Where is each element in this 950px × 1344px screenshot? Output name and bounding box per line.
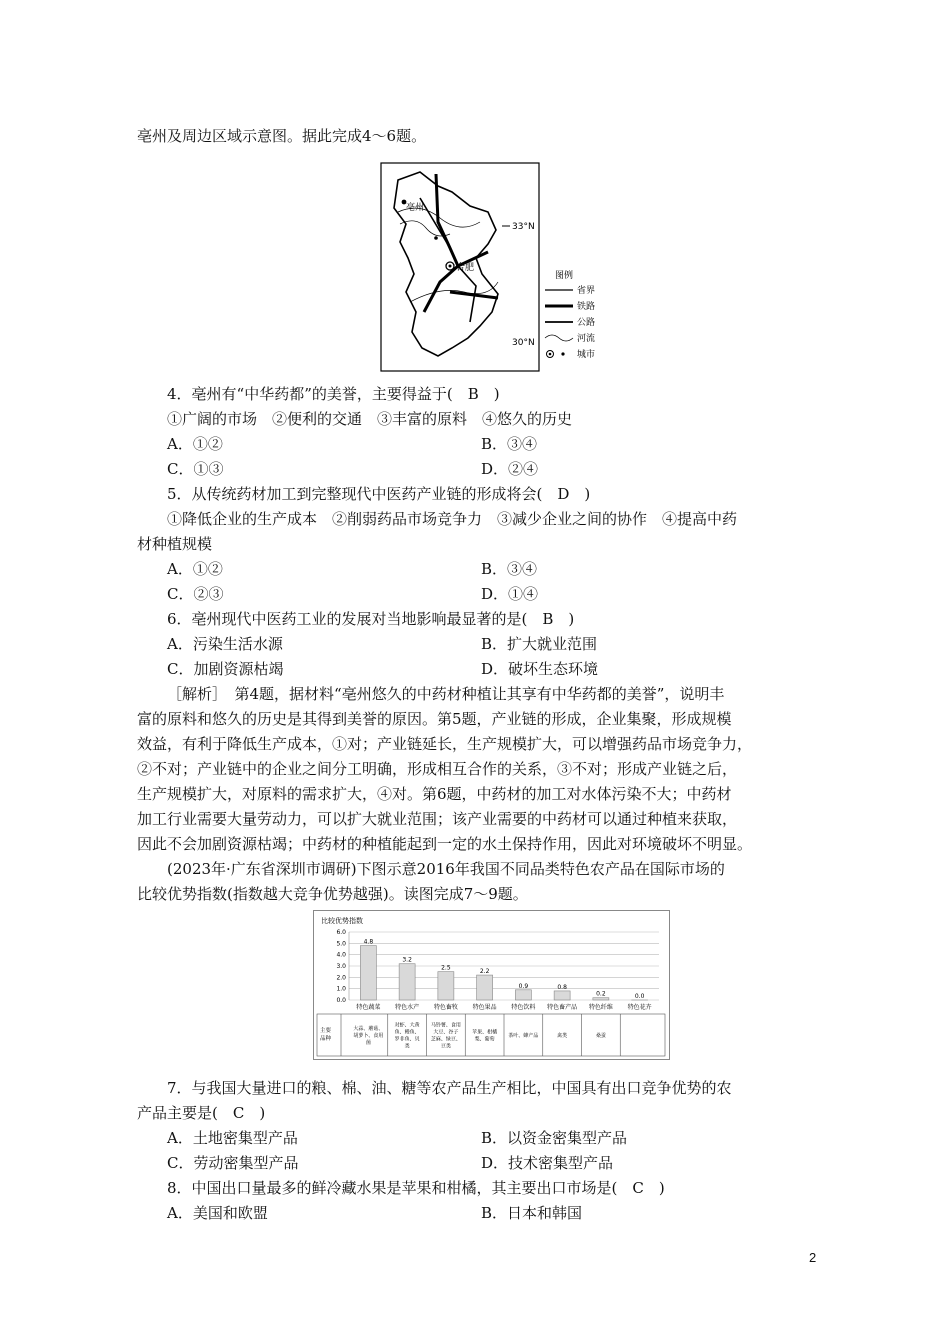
x-category-label: 特色纤维: [588, 1004, 613, 1011]
table-cell-text: 梨、葡萄: [474, 1036, 495, 1043]
q8-stem: 8．中国出口量最多的鲜冷藏水果是苹果和柑橘，其主要出口市场是( C ): [167, 1179, 665, 1197]
x-category-label: 特色水产: [395, 1004, 420, 1011]
x-category-label: 特色花卉: [627, 1004, 652, 1011]
bar: [515, 990, 531, 1000]
bar-value-label: 0.0: [634, 993, 645, 1000]
chart-title: 比较优势指数: [321, 917, 363, 925]
table-cell-text: 茶叶、蜂产品: [508, 1033, 539, 1039]
legend-highway-label: 公路: [577, 318, 596, 328]
y-tick-label: 2.0: [336, 974, 346, 982]
legend-boundary-label: 省界: [577, 286, 596, 296]
q5-items-line1: ①降低企业的生产成本 ②削弱药品市场竞争力 ③减少企业之间的协作 ④提高中药: [167, 510, 738, 528]
legend-town-dot: [561, 352, 564, 355]
q5-option-c: C．②③: [167, 585, 224, 603]
q6-option-d: D．破坏生态环境: [481, 660, 599, 678]
comparative-advantage-chart: [313, 910, 670, 1060]
legend-river-line: [545, 335, 573, 341]
lat-33-label: 33°N: [512, 222, 535, 232]
bar: [399, 964, 415, 1000]
bar: [438, 972, 454, 1000]
q7-option-c: C．劳动密集型产品: [167, 1154, 299, 1172]
q4-option-d: D．②④: [481, 460, 539, 478]
y-tick-label: 5.0: [336, 940, 346, 948]
table-cell-text: 罗非鱼、贝: [394, 1036, 420, 1043]
table-cell-text: 类: [404, 1043, 410, 1050]
table-cell-text: 豆类: [440, 1043, 451, 1050]
q5-option-a: A．①②: [167, 560, 223, 578]
q5-option-d: D．①④: [481, 585, 539, 603]
intro2-line-2: 比较优势指数(指数越大竞争优势越强)。读图完成7～9题。: [137, 885, 528, 903]
q5-items-line2: 材种植规模: [137, 535, 213, 553]
map-legend-svg: [541, 270, 611, 370]
bar: [554, 991, 570, 1000]
analysis-line-6: 加工行业需要大量劳动力，可以扩大就业范围；该产业需要的中药材可以通过种植来获取，: [137, 810, 738, 828]
analysis-line-5: 生产规模扩大，对原料的需求扩大，④对。第6题，中药材的加工对水体污染不大；中药材: [137, 785, 732, 803]
q7-option-a: A．土地密集型产品: [167, 1129, 298, 1147]
intro-text: 亳州及周边区域示意图。据此完成4～6题。: [137, 127, 427, 145]
table-cell-text: 胡萝卜、食用: [353, 1033, 384, 1039]
table-cell-text: 马铃薯、食用: [430, 1022, 461, 1029]
city-hefei-dot: [449, 265, 452, 268]
city-hefei-label: 合肥: [456, 263, 475, 273]
table-cell-text: 禽类: [557, 1033, 568, 1039]
q6-option-b: B．扩大就业范围: [481, 635, 598, 653]
bar: [477, 975, 493, 1000]
map-svg: [380, 162, 540, 372]
table-cell-text: 菌: [365, 1040, 371, 1046]
bar-value-label: 0.9: [518, 982, 529, 990]
legend-city-center: [549, 353, 552, 356]
legend-title-text: 图例: [555, 271, 574, 281]
table-cell-text: 苹果、柑橘: [472, 1029, 498, 1036]
legend-river-label: 河流: [577, 334, 596, 344]
table-cell-text: 大豆、谷子: [433, 1029, 459, 1036]
analysis-line-4: ②不对；产业链中的企业之间分工明确，形成相互合作的关系，③不对；形成产业链之后，: [137, 760, 738, 778]
bar-value-label: 4.8: [363, 938, 374, 946]
intro2-line-1: (2023年·广东省深圳市调研)下图示意2016年我国不同品类特色农产品在国际市场的: [167, 860, 725, 878]
table-header-label: 主要: [320, 1028, 332, 1034]
y-tick-label: 3.0: [336, 963, 346, 970]
q7-stem-line2: 产品主要是( C ): [137, 1104, 266, 1122]
lat-30-label: 30°N: [512, 338, 535, 348]
chart-svg: [313, 910, 670, 1060]
bar-value-label: 3.2: [402, 956, 412, 964]
table-cell-text: 桑蚕: [595, 1033, 606, 1039]
q6-option-c: C．加剧资源枯竭: [167, 660, 284, 678]
table-cell-text: 芝麻、绿豆、: [430, 1036, 461, 1043]
page-number: 2: [809, 1250, 817, 1265]
bar-value-label: 2.5: [441, 964, 451, 972]
q7-option-d: D．技术密集型产品: [481, 1154, 614, 1172]
q4-option-a: A．①②: [167, 435, 223, 453]
table-cell-text: 对虾、大黄: [394, 1022, 420, 1029]
q4-option-b: B．③④: [481, 435, 538, 453]
table-cell-text: 鱼、鳗鱼、: [394, 1029, 420, 1036]
q6-stem: 6．亳州现代中医药工业的发展对当地影响最显著的是( B ): [167, 610, 575, 628]
analysis-line-3: 效益，有利于降低生产成本，①对；产业链延长，生产规模扩大，可以增强药品市场竞争力，: [137, 735, 753, 753]
bar-value-label: 2.2: [479, 968, 490, 976]
q7-option-b: B．以资金密集型产品: [481, 1129, 628, 1147]
bar: [593, 998, 609, 1000]
q7-stem-line1: 7．与我国大量进口的粮、棉、油、糖等农产品生产相比，中国具有出口竞争优势的农: [167, 1079, 732, 1097]
y-tick-label: 1.0: [336, 985, 346, 993]
analysis-line-7: 因此不会加剧资源枯竭；中药材的种植能起到一定的水土保持作用，因此对环境破坏不明显。: [137, 835, 753, 853]
q5-option-b: B．③④: [481, 560, 538, 578]
analysis-line-2: 富的原料和悠久的历史是其得到美誉的原因。第5题，产业链的形成，企业集聚，形成规模: [137, 710, 732, 728]
analysis-line-1: ［解析］ 第4题，据材料“亳州悠久的中药材种植让其享有中华药都的美誉”，说明丰: [167, 685, 725, 703]
city-dot: [434, 236, 438, 240]
q5-stem: 5．从传统药材加工到完整现代中医药产业链的形成将会( D ): [167, 485, 591, 503]
y-tick-label: 6.0: [336, 929, 346, 936]
x-category-label: 特色果品: [472, 1004, 497, 1011]
y-tick-label: 0.0: [336, 997, 346, 1004]
bozhou-region-map: [380, 162, 540, 372]
bar: [360, 946, 376, 1000]
q4-option-c: C．①③: [167, 460, 224, 478]
city-bozhou-label: 亳州: [406, 203, 425, 213]
legend-railway-label: 铁路: [577, 302, 596, 312]
table-cell-text: 大蒜、蘑菇、: [353, 1026, 384, 1032]
x-category-label: 特色畜牧: [433, 1004, 458, 1011]
bar-value-label: 0.2: [596, 990, 606, 998]
y-tick-label: 4.0: [336, 951, 346, 959]
q4-items: ①广阔的市场 ②便利的交通 ③丰富的原料 ④悠久的历史: [167, 410, 573, 428]
legend-city-label: 城市: [577, 350, 596, 360]
map-legend: [541, 270, 611, 370]
table-header-label: 品种: [320, 1036, 332, 1042]
q8-option-b: B．日本和韩国: [481, 1204, 583, 1222]
q6-option-a: A．污染生活水源: [167, 635, 283, 653]
q4-stem: 4．亳州有“中华药都”的美誉，主要得益于( B ): [167, 385, 500, 403]
x-category-label: 特色饮料: [511, 1004, 536, 1011]
x-category-label: 特色畜产品: [547, 1004, 578, 1011]
q8-option-a: A．美国和欧盟: [167, 1204, 268, 1222]
bar-value-label: 0.8: [557, 983, 567, 991]
x-category-label: 特色蔬菜: [356, 1004, 381, 1011]
